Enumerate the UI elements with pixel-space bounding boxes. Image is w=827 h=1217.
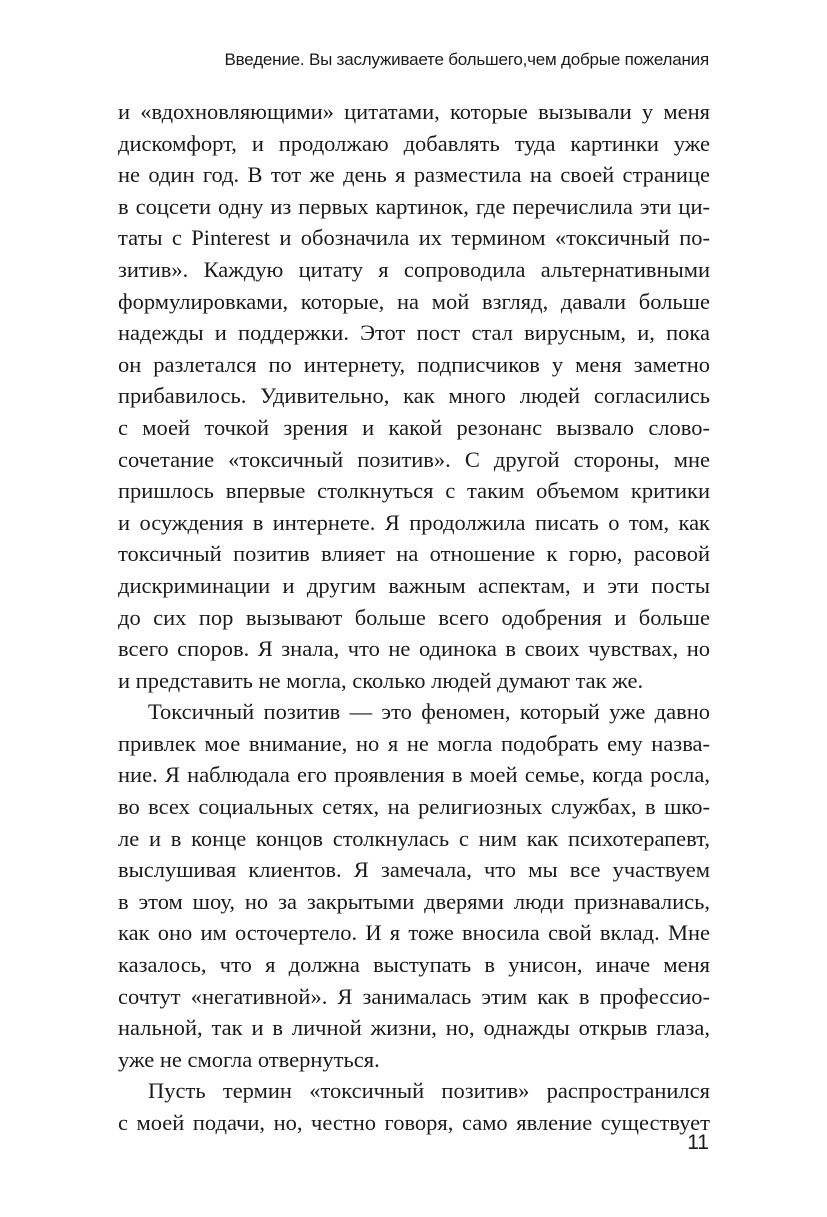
text-line: нальной, так и в личной жизни, но, однажды открыв глаза, bbox=[118, 1015, 710, 1041]
text-line: пришлось впервые столкнуться с таким объемом критики bbox=[118, 478, 710, 504]
text-line: он разлетался по интернету, подписчиков у меня заметно bbox=[118, 351, 710, 377]
text-line: дискриминации и другим важным аспектам, и эти посты bbox=[118, 572, 710, 598]
text-line: не один год. В тот же день я разместила на своей странице bbox=[118, 162, 710, 188]
text-line-paragraph-start: Токсичный позитив — это феномен, который уже давно bbox=[148, 699, 710, 725]
text-line: выслушивая клиентов. Я замечала, что мы все участвуем bbox=[118, 857, 710, 883]
text-line: во всех социальных сетях, на религиозных службах, в шко- bbox=[118, 794, 710, 820]
text-line: формулировками, которые, на мой взгляд, давали больше bbox=[118, 288, 710, 314]
body-text bbox=[118, 96, 710, 1139]
text-line: прибавилось. Удивительно, как много людей согласились bbox=[118, 383, 710, 409]
text-line: ле и в конце концов столкнулась с ним как психотерапевт, bbox=[118, 825, 710, 851]
text-line: с моей подачи, но, честно говоря, само явление существует bbox=[118, 1110, 710, 1135]
text-line: таты с Pinterest и обозначила их термином «токсичный по- bbox=[118, 225, 710, 251]
text-line: и «вдохновляющими» цитатами, которые вызывали у меня bbox=[118, 99, 710, 124]
text-line: зитив». Каждую цитату я сопроводила альтернативными bbox=[118, 256, 710, 282]
text-line-paragraph-start: Пусть термин «токсичный позитив» распространился bbox=[148, 1078, 710, 1104]
text-line: до сих пор вызывают больше всего одобрения и больше bbox=[118, 604, 710, 630]
text-line: токсичный позитив влияет на отношение к горю, расовой bbox=[118, 541, 710, 567]
text-line-paragraph-end: уже не смогла отвернуться. bbox=[118, 1046, 380, 1072]
text-line: в соцсети одну из первых картинок, где перечислила эти ци- bbox=[118, 193, 710, 219]
text-line: надежды и поддержки. Этот пост стал вирусным, и, пока bbox=[118, 320, 710, 346]
text-line: и осуждения в интернете. Я продолжила писать о том, как bbox=[118, 509, 710, 535]
text-line: как оно им осточертело. И я тоже вносила свой вклад. Мне bbox=[118, 920, 710, 946]
running-header: Введение. Вы заслуживаете большего,чем добрые пожелания bbox=[224, 50, 709, 69]
text-line: дискомфорт, и продолжаю добавлять туда картинки уже bbox=[118, 130, 710, 156]
text-line: ние. Я наблюдала его проявления в моей семье, когда росла, bbox=[118, 762, 710, 788]
page-number: 11 bbox=[687, 1131, 709, 1154]
text-line: всего споров. Я знала, что не одинока в своих чувствах, но bbox=[118, 636, 710, 662]
text-line: с моей точкой зрения и какой резонанс вызвало слово- bbox=[118, 414, 710, 440]
text-line: сочетание «токсичный позитив». С другой стороны, мне bbox=[118, 446, 710, 472]
text-line: сочтут «негативной». Я занималась этим как в профессио- bbox=[118, 983, 710, 1009]
text-line: в этом шоу, но за закрытыми дверями люди признавались, bbox=[118, 888, 710, 914]
text-line: казалось, что я должна выступать в унисон, иначе меня bbox=[118, 952, 710, 978]
text-line-paragraph-end: и представить не могла, сколько людей думают так же. bbox=[118, 667, 644, 693]
text-line: привлек мое внимание, но я не могла подобрать ему назва- bbox=[118, 730, 710, 756]
